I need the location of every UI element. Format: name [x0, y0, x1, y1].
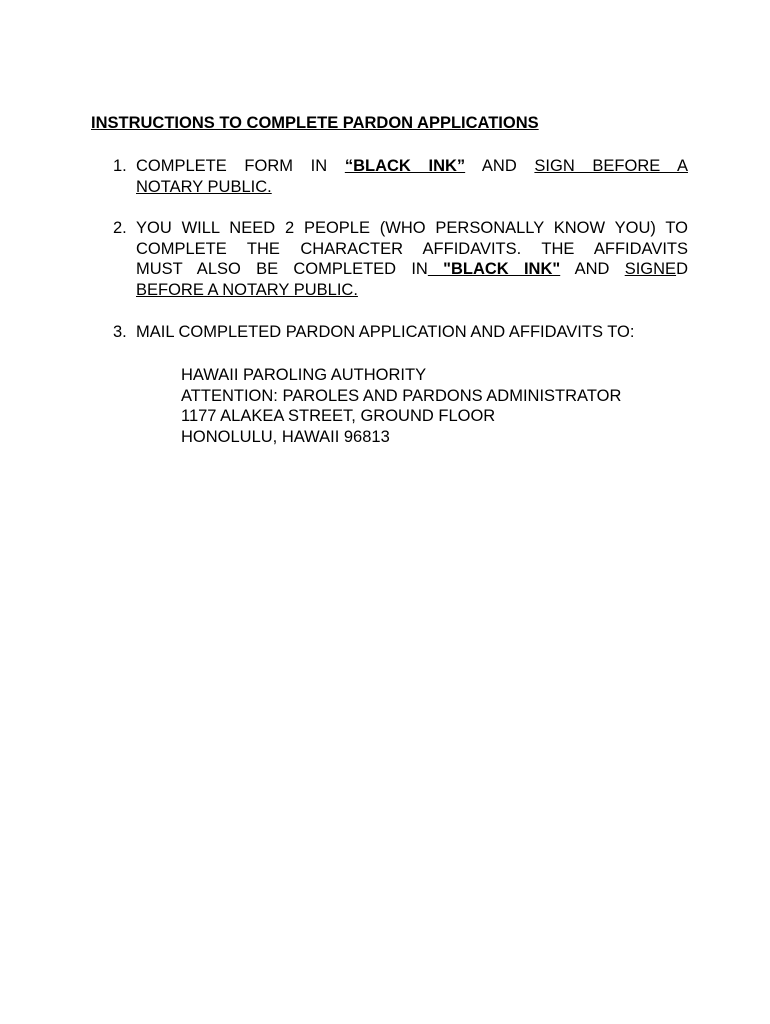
page-title: INSTRUCTIONS TO COMPLETE PARDON APPLICATIONS — [91, 114, 539, 132]
underlined-text: SIGNE — [624, 260, 677, 279]
item-line — [136, 259, 688, 280]
item-line: NOTARY PUBLIC. — [136, 177, 272, 196]
text-run: MUST ALSO BE COMPLETED IN — [136, 260, 428, 279]
text-run: COMPLETE FORM IN — [136, 157, 345, 175]
address-line: ATTENTION: PAROLES AND PARDONS ADMINISTRATOR — [181, 386, 622, 405]
item-body — [136, 322, 688, 343]
address-line: HONOLULU, HAWAII 96813 — [181, 428, 390, 447]
address-line: HAWAII PAROLING AUTHORITY — [181, 366, 427, 384]
address-line: 1177 ALAKEA STREET, GROUND FLOOR — [181, 407, 496, 426]
item-body — [136, 218, 688, 301]
underlined-text: SIGN BEFORE A — [534, 157, 689, 175]
text-run: AND — [560, 260, 625, 279]
item-number: 3. — [113, 323, 127, 341]
emphasis-black-ink: "BLACK INK" — [427, 260, 561, 279]
item-line: BEFORE A NOTARY PUBLIC. — [136, 281, 358, 300]
emphasis-black-ink: “BLACK INK” — [344, 157, 466, 175]
item-number: 1. — [113, 157, 127, 175]
text-run: D — [676, 260, 688, 279]
text-run: AND — [465, 157, 535, 175]
item-line: COMPLETE THE CHARACTER AFFIDAVITS. THE AFFIDAVITS — [136, 239, 688, 258]
item-body — [136, 156, 688, 197]
item-line — [136, 156, 688, 177]
mailing-address — [181, 365, 621, 448]
item-number: 2. — [113, 219, 127, 237]
item-line: YOU WILL NEED 2 PEOPLE (WHO PERSONALLY KNOW YOU) TO — [136, 219, 688, 237]
item-line: MAIL COMPLETED PARDON APPLICATION AND AFFIDAVITS TO: — [136, 323, 635, 341]
